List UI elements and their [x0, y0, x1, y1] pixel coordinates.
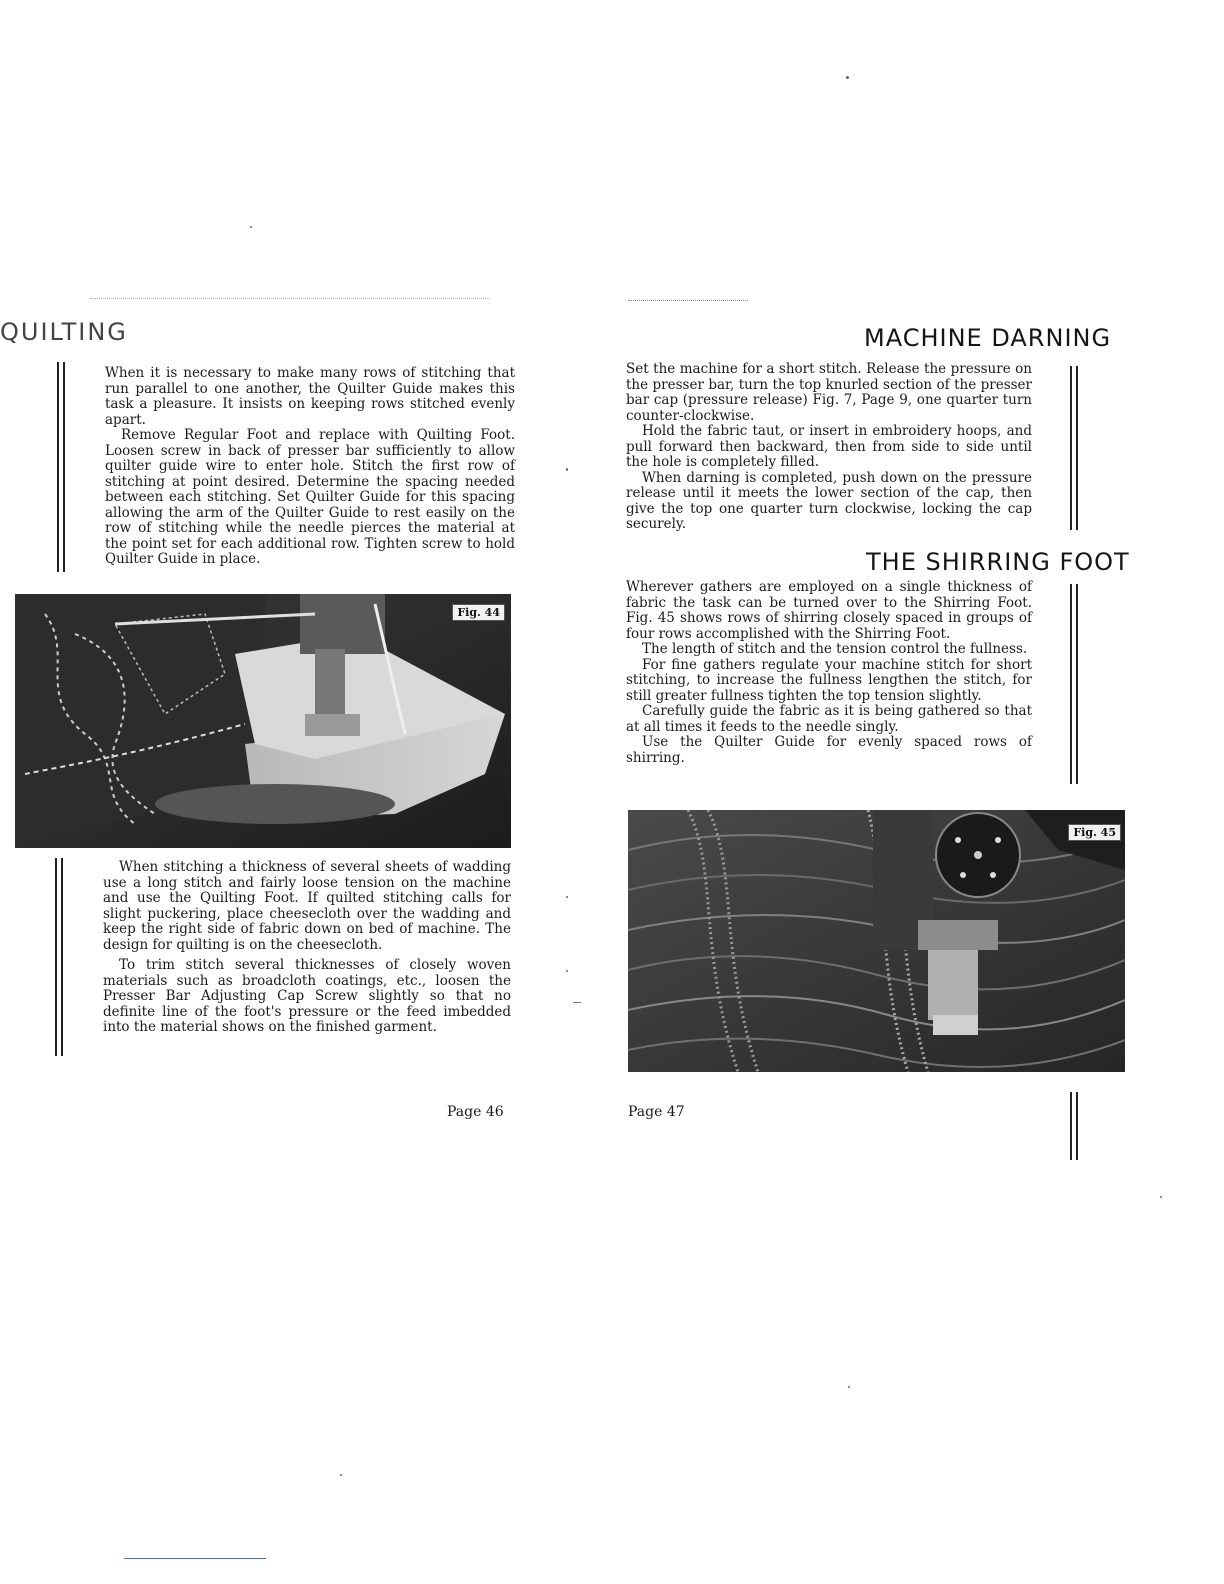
scan-speck: [566, 970, 568, 972]
right-rule-bottom-a: [1070, 1092, 1072, 1160]
left-rule-top-b: [63, 362, 65, 572]
shirring-machine-illustration: [628, 810, 1125, 1072]
shirring-paragraph-1: Wherever gathers are employed on a single thickness of fabric the task can be turned over to the Shirring Foot. Fig. 45 shows rows of shirring closely spaced in groups of four rows accomplished with the Shirring Foot.: [626, 579, 1032, 642]
quilting-intro-text: [105, 366, 515, 568]
quilting-wadding-text: [103, 860, 511, 1036]
right-rule-top-a: [1070, 366, 1072, 530]
right-rule-middle-b: [1076, 584, 1078, 784]
scan-speck: [250, 226, 252, 228]
quilting-paragraph-4: To trim stitch several thicknesses of closely woven materials such as broadcloth coatings, etc., loosen the Presser Bar Adjusting Cap Screw slightly so that no definite line of the foot's pressure or the feed imbedded into the material shows on the finished garment.: [103, 957, 511, 1035]
quilting-paragraph-3: When stitching a thickness of several sheets of wadding use a long stitch and fairly loose tension on the machine and use the Quilting Foot. If quilted stitching calls for slight puckering, place cheesecloth over the wadding and keep the right side of fabric down on bed of machine. The design for quilting is on the cheesecloth.: [103, 859, 511, 953]
right-rule-middle-a: [1070, 584, 1072, 784]
left-rule-bottom-a: [55, 858, 57, 1056]
top-left-dotted-scan-line: [90, 298, 490, 299]
figure-44-photo: [15, 594, 511, 848]
darning-paragraph-2: Hold the fabric taut, or insert in embroidery hoops, and pull forward then backward, then from side to side until the hole is completely filled.: [626, 423, 1032, 470]
figure-45-photo: [628, 810, 1125, 1072]
quilting-heading: QUILTING: [0, 318, 128, 346]
darning-paragraph-3: When darning is completed, push down on the pressure release until it meets the lower section of the cap, then give the top one quarter turn clockwise, locking the cap securely.: [626, 469, 1032, 532]
top-right-dotted-scan-line: [628, 300, 748, 301]
page-number-left: Page 46: [447, 1104, 504, 1120]
machine-darning-heading: MACHINE DARNING: [864, 324, 1112, 352]
scan-speck: [340, 1474, 342, 1476]
scan-speck: [1160, 1196, 1162, 1198]
shirring-paragraph-3: For fine gathers regulate your machine stitch for short stitching, to increase the fullness lengthen the stitch, for still greater fullness tighten the top tension slightly.: [626, 656, 1032, 704]
left-rule-top-a: [57, 362, 59, 572]
scan-speck: [846, 76, 849, 79]
shirring-paragraph-2: The length of stitch and the tension control the fullness.: [642, 641, 1028, 657]
shirring-foot-text: [626, 580, 1032, 766]
darning-paragraph-1: Set the machine for a short stitch. Release the pressure on the presser bar, turn the top knurled section of the presser bar cap (pressure release) Fig. 7, Page 9, one quarter turn counter-clockwise.: [626, 361, 1032, 424]
scan-dash: [573, 1002, 581, 1003]
bottom-scan-line: [124, 1558, 266, 1559]
scan-speck: [848, 1386, 850, 1388]
shirring-foot-heading: THE SHIRRING FOOT: [866, 548, 1130, 576]
shirring-paragraph-5: Use the Quilter Guide for evenly spaced rows of shirring.: [626, 734, 1032, 766]
quilting-paragraph-1: When it is necessary to make many rows of stitching that run parallel to one another, the Quilter Guide makes this task a pleasure. It insists on keeping rows stitched evenly apart.: [105, 365, 515, 428]
quilting-machine-illustration: [15, 594, 511, 848]
figure-44-label: Fig. 44: [452, 604, 505, 621]
machine-darning-text: [626, 362, 1032, 533]
scan-speck: [566, 896, 568, 898]
quilting-paragraph-2: Remove Regular Foot and replace with Quilting Foot. Loosen screw in back of presser bar sufficiently to allow quilter guide wire to enter hole. Stitch the first row of stitching at point desired. Determine the spacing needed between each stitching. Set Quilter Guide for this spacing allowing the arm of the Quilter Guide to rest easily on the row of stitching while the needle pierces the material at the point set for each additional row. Tighten screw to hold Quilter Guide in place.: [105, 427, 515, 567]
left-rule-bottom-b: [61, 858, 63, 1056]
right-rule-bottom-b: [1076, 1092, 1078, 1160]
figure-45-label: Fig. 45: [1068, 824, 1121, 841]
shirring-paragraph-4: Carefully guide the fabric as it is being gathered so that at all times it feeds to the needle singly.: [626, 703, 1032, 735]
scan-speck: [566, 468, 568, 471]
right-rule-top-b: [1076, 366, 1078, 530]
page-number-right: Page 47: [628, 1104, 685, 1120]
